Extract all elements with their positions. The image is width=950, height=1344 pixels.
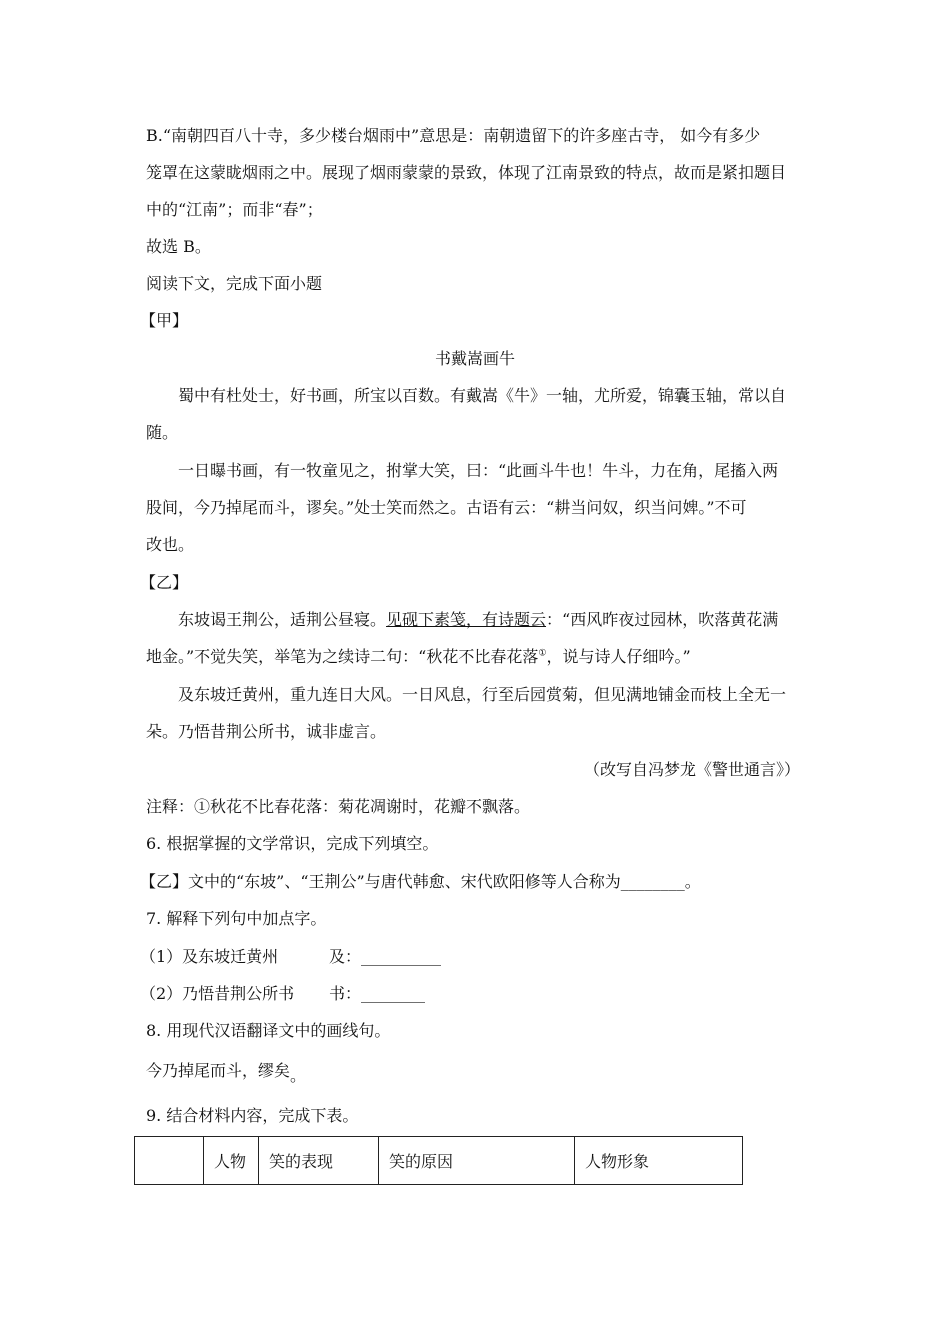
q9-table [134,1136,743,1185]
underlined-sentence: 见砚下素笺，有诗题云 [386,610,547,629]
q6-body: 【乙】文中的“东坡”、“王荆公”与唐代韩愈、宋代欧阳修等人合称为________。 [140,872,701,891]
passage-a-p2-line1: 一日曝书画，有一牧童见之，拊掌大笑，曰：“此画斗牛也！牛斗，力在角，尾搐入两 [178,461,779,480]
passage-b-text: 地金。”不觉失笑，举笔为之续诗二句：“秋花不比春花落 [146,647,539,666]
passage-b-p1-line1 [178,609,778,631]
table-header-cell: 笑的原因 [379,1137,575,1185]
q7-item2: （2）乃悟昔荆公所书 [140,984,295,1003]
q7-title: 7. 解释下列句中加点字。 [146,909,327,928]
passage-a-title: 书戴嵩画牛 [434,349,515,368]
footnote-marker: ① [538,648,547,659]
passage-a-p2-line2: 股间，今乃掉尾而斗，谬矣。”处士笑而然之。古语有云：“耕当问奴，织当问婢。”不可 [146,498,747,517]
reading-instruction: 阅读下文，完成下面小题 [146,274,323,293]
q7-item1: （1）及东坡迁黄州 [140,947,279,966]
q7-item2-blank: 书：________ [329,984,426,1003]
analysis-line-1: B.“南朝四百八十寺，多少楼台烟雨中”意思是：南朝遗留下的许多座古寺， 如今有多少 [146,126,761,145]
q8-sentence [146,1060,307,1085]
q8-sentence-text: 今乃掉尾而斗，缪矣 [146,1061,291,1080]
q8-title: 8. 用现代汉语翻译文中的画线句。 [146,1021,391,1040]
passage-b-p1-line2 [146,646,691,668]
table-header-cell [135,1137,204,1185]
footnote: 注释：①秋花不比春花落：菊花凋谢时，花瓣不飘落。 [146,797,531,816]
q7-item1-blank: 及：__________ [329,947,442,966]
table-header-cell: 人物形象 [575,1137,743,1185]
q8-sentence-end: 。 [290,1066,307,1085]
passage-b-label: 【乙】 [140,573,189,592]
source-citation: （改写自冯梦龙《警世通言》） [583,760,800,779]
passage-a-p1-line2: 随。 [146,423,179,442]
analysis-line-3: 中的“江南”；而非“春”； [146,200,323,219]
passage-a-p2-line3: 改也。 [146,535,195,554]
passage-b-p2-line2: 朵。乃悟昔荆公所书，诚非虚言。 [146,722,387,741]
passage-b-text: 东坡谒王荆公，适荆公昼寝。 [178,610,387,629]
passage-a-label: 【甲】 [140,311,189,330]
q6-title: 6. 根据掌握的文学常识，完成下列填空。 [146,834,439,853]
passage-b-p2-line1: 及东坡迁黄州，重九连日大风。一日风息，行至后园赏菊，但见满地铺金而枝上全无一 [178,685,787,704]
passage-b-text: ，说与诗人仔细吟。” [546,647,691,666]
q9-title: 9. 结合材料内容，完成下表。 [146,1106,359,1125]
passage-a-p1-line1: 蜀中有杜处士，好书画，所宝以百数。有戴嵩《牛》一轴，尤所爱，锦囊玉轴，常以自 [178,386,787,405]
passage-b-text: ：“西风昨夜过园林，吹落黄花满 [546,610,779,629]
table-row [135,1137,743,1185]
analysis-line-2: 笼罩在这蒙眬烟雨之中。展现了烟雨蒙蒙的景致，体现了江南景致的特点，故而是紧扣题目 [146,163,787,182]
table-header-cell: 笑的表现 [259,1137,379,1185]
table-header-cell: 人物 [204,1137,259,1185]
answer-line: 故选 B。 [146,237,211,256]
